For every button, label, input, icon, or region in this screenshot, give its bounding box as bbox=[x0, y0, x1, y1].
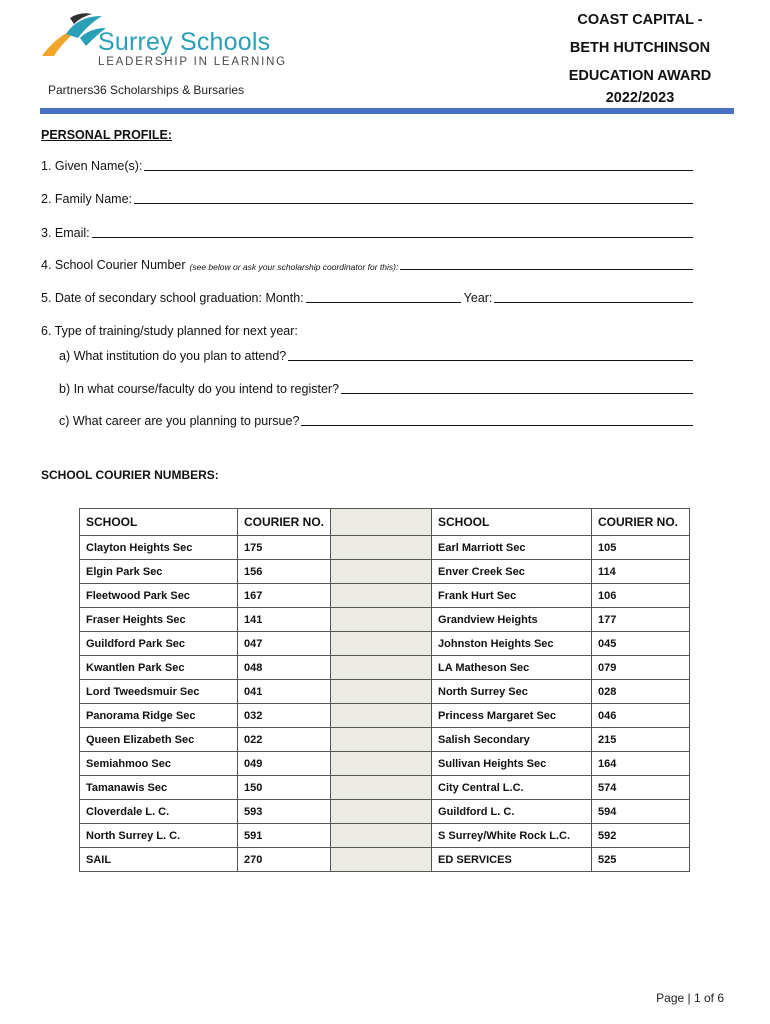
graduation-month-label: 5. Date of secondary school graduation: Month: bbox=[41, 291, 304, 305]
courier-number-cell: 177 bbox=[592, 608, 690, 632]
career-line[interactable] bbox=[301, 424, 693, 426]
logo-tagline: LEADERSHIP IN LEARNING bbox=[98, 56, 287, 68]
school-name-cell: Salish Secondary bbox=[432, 728, 592, 752]
school-name-cell: City Central L.C. bbox=[432, 776, 592, 800]
table-row bbox=[80, 800, 690, 824]
training-heading bbox=[41, 324, 693, 338]
spacer-cell bbox=[331, 560, 432, 584]
school-name-cell: Fraser Heights Sec bbox=[80, 608, 238, 632]
courier-number-field[interactable] bbox=[41, 258, 693, 272]
school-name-cell: Frank Hurt Sec bbox=[432, 584, 592, 608]
institution-field[interactable] bbox=[59, 349, 693, 363]
courier-number-cell: 114 bbox=[592, 560, 690, 584]
school-name-cell: North Surrey L. C. bbox=[80, 824, 238, 848]
school-name-cell: SAIL bbox=[80, 848, 238, 872]
school-name-cell: Cloverdale L. C. bbox=[80, 800, 238, 824]
given-name-line[interactable] bbox=[144, 169, 693, 171]
school-name-cell: Lord Tweedsmuir Sec bbox=[80, 680, 238, 704]
courier-number-cell: 175 bbox=[238, 536, 331, 560]
courier-number-cell: 525 bbox=[592, 848, 690, 872]
courier-number-cell: 032 bbox=[238, 704, 331, 728]
courier-number-cell: 049 bbox=[238, 752, 331, 776]
school-name-cell: Princess Margaret Sec bbox=[432, 704, 592, 728]
courier-number-cell: 574 bbox=[592, 776, 690, 800]
family-name-line[interactable] bbox=[134, 202, 693, 204]
courier-number-cell: 028 bbox=[592, 680, 690, 704]
header-divider bbox=[40, 108, 734, 114]
graduation-date-field[interactable] bbox=[41, 291, 693, 305]
school-name-cell: Guildford L. C. bbox=[432, 800, 592, 824]
spacer-cell bbox=[331, 632, 432, 656]
courier-number-cell: 048 bbox=[238, 656, 331, 680]
award-line: BETH HUTCHINSON bbox=[569, 40, 711, 56]
spacer-cell bbox=[331, 704, 432, 728]
table-row bbox=[80, 560, 690, 584]
spacer-cell bbox=[331, 728, 432, 752]
school-name-cell: North Surrey Sec bbox=[432, 680, 592, 704]
email-label: 3. Email: bbox=[41, 226, 90, 240]
course-field[interactable] bbox=[59, 382, 693, 396]
spacer-cell bbox=[331, 776, 432, 800]
school-name-cell: Panorama Ridge Sec bbox=[80, 704, 238, 728]
school-name-cell: Fleetwood Park Sec bbox=[80, 584, 238, 608]
surrey-schools-logo bbox=[40, 12, 300, 72]
table-row bbox=[80, 536, 690, 560]
courier-number-cell: 046 bbox=[592, 704, 690, 728]
table-row bbox=[80, 704, 690, 728]
courier-number-cell: 045 bbox=[592, 632, 690, 656]
courier-number-cell: 594 bbox=[592, 800, 690, 824]
courier-number-cell: 047 bbox=[238, 632, 331, 656]
training-heading-label: 6. Type of training/study planned for next year: bbox=[41, 324, 298, 338]
personal-profile-heading: PERSONAL PROFILE: bbox=[41, 128, 173, 142]
table-row bbox=[80, 608, 690, 632]
courier-number-cell: 167 bbox=[238, 584, 331, 608]
school-name-cell: Guildford Park Sec bbox=[80, 632, 238, 656]
school-name-cell: Queen Elizabeth Sec bbox=[80, 728, 238, 752]
award-line: EDUCATION AWARD bbox=[568, 68, 712, 84]
col-header-courier: COURIER NO. bbox=[592, 509, 690, 536]
school-name-cell: Enver Creek Sec bbox=[432, 560, 592, 584]
courier-number-note: (see below or ask your scholarship coordinator for this): bbox=[189, 262, 399, 272]
table-row bbox=[80, 680, 690, 704]
spacer-cell bbox=[331, 656, 432, 680]
career-field[interactable] bbox=[59, 414, 693, 428]
graduation-month-line[interactable] bbox=[306, 301, 461, 303]
family-name-field[interactable] bbox=[41, 192, 693, 206]
spacer-cell bbox=[331, 536, 432, 560]
col-header-school: SCHOOL bbox=[80, 509, 238, 536]
given-name-label: 1. Given Name(s): bbox=[41, 159, 143, 173]
table-row bbox=[80, 824, 690, 848]
courier-number-cell: 022 bbox=[238, 728, 331, 752]
school-name-cell: Johnston Heights Sec bbox=[432, 632, 592, 656]
table-header-row bbox=[80, 509, 690, 536]
school-name-cell: Tamanawis Sec bbox=[80, 776, 238, 800]
school-name-cell: Kwantlen Park Sec bbox=[80, 656, 238, 680]
school-name-cell: LA Matheson Sec bbox=[432, 656, 592, 680]
spacer-cell bbox=[331, 584, 432, 608]
institution-label: a) What institution do you plan to attend? bbox=[59, 349, 287, 363]
table-row bbox=[80, 656, 690, 680]
col-header-school: SCHOOL bbox=[432, 509, 592, 536]
table-row bbox=[80, 776, 690, 800]
courier-number-cell: 591 bbox=[238, 824, 331, 848]
courier-number-label: 4. School Courier Number bbox=[41, 258, 186, 272]
spacer-cell bbox=[331, 824, 432, 848]
courier-number-cell: 156 bbox=[238, 560, 331, 584]
school-name-cell: Grandview Heights bbox=[432, 608, 592, 632]
spacer-column bbox=[331, 509, 432, 536]
course-label: b) In what course/faculty do you intend to register? bbox=[59, 382, 340, 396]
courier-number-cell: 041 bbox=[238, 680, 331, 704]
school-name-cell: Elgin Park Sec bbox=[80, 560, 238, 584]
page-number: Page | 1 of 6 bbox=[656, 991, 724, 1005]
courier-number-cell: 150 bbox=[238, 776, 331, 800]
courier-number-cell: 105 bbox=[592, 536, 690, 560]
email-field[interactable] bbox=[41, 226, 693, 240]
course-line[interactable] bbox=[341, 392, 693, 394]
courier-number-cell: 141 bbox=[238, 608, 331, 632]
table-row bbox=[80, 728, 690, 752]
award-line: 2022/2023 bbox=[605, 90, 675, 106]
table-row bbox=[80, 632, 690, 656]
graduation-year-label: Year: bbox=[463, 291, 493, 305]
courier-number-cell: 106 bbox=[592, 584, 690, 608]
table-row bbox=[80, 752, 690, 776]
courier-numbers-table bbox=[79, 508, 690, 872]
school-name-cell: Semiahmoo Sec bbox=[80, 752, 238, 776]
partners-label: Partners36 Scholarships & Bursaries bbox=[48, 83, 245, 97]
courier-number-cell: 164 bbox=[592, 752, 690, 776]
school-name-cell: ED SERVICES bbox=[432, 848, 592, 872]
family-name-label: 2. Family Name: bbox=[41, 192, 132, 206]
spacer-cell bbox=[331, 752, 432, 776]
award-line: COAST CAPITAL - bbox=[577, 12, 703, 28]
spacer-cell bbox=[331, 800, 432, 824]
given-name-field[interactable] bbox=[41, 159, 693, 173]
courier-numbers-heading: SCHOOL COURIER NUMBERS: bbox=[41, 468, 219, 482]
courier-number-line[interactable] bbox=[400, 268, 693, 270]
email-line[interactable] bbox=[92, 236, 693, 238]
courier-number-cell: 270 bbox=[238, 848, 331, 872]
table-row bbox=[80, 848, 690, 872]
spacer-cell bbox=[331, 608, 432, 632]
courier-number-cell: 592 bbox=[592, 824, 690, 848]
courier-number-cell: 593 bbox=[238, 800, 331, 824]
institution-line[interactable] bbox=[288, 359, 693, 361]
graduation-year-line[interactable] bbox=[494, 301, 693, 303]
school-name-cell: Earl Marriott Sec bbox=[432, 536, 592, 560]
spacer-cell bbox=[331, 680, 432, 704]
award-title bbox=[555, 6, 725, 112]
school-name-cell: Sullivan Heights Sec bbox=[432, 752, 592, 776]
courier-number-cell: 215 bbox=[592, 728, 690, 752]
school-name-cell: Clayton Heights Sec bbox=[80, 536, 238, 560]
table-row bbox=[80, 584, 690, 608]
school-name-cell: S Surrey/White Rock L.C. bbox=[432, 824, 592, 848]
col-header-courier: COURIER NO. bbox=[238, 509, 331, 536]
courier-number-cell: 079 bbox=[592, 656, 690, 680]
spacer-cell bbox=[331, 848, 432, 872]
logo-wordmark: Surrey Schools bbox=[98, 28, 271, 56]
career-label: c) What career are you planning to pursue? bbox=[59, 414, 300, 428]
